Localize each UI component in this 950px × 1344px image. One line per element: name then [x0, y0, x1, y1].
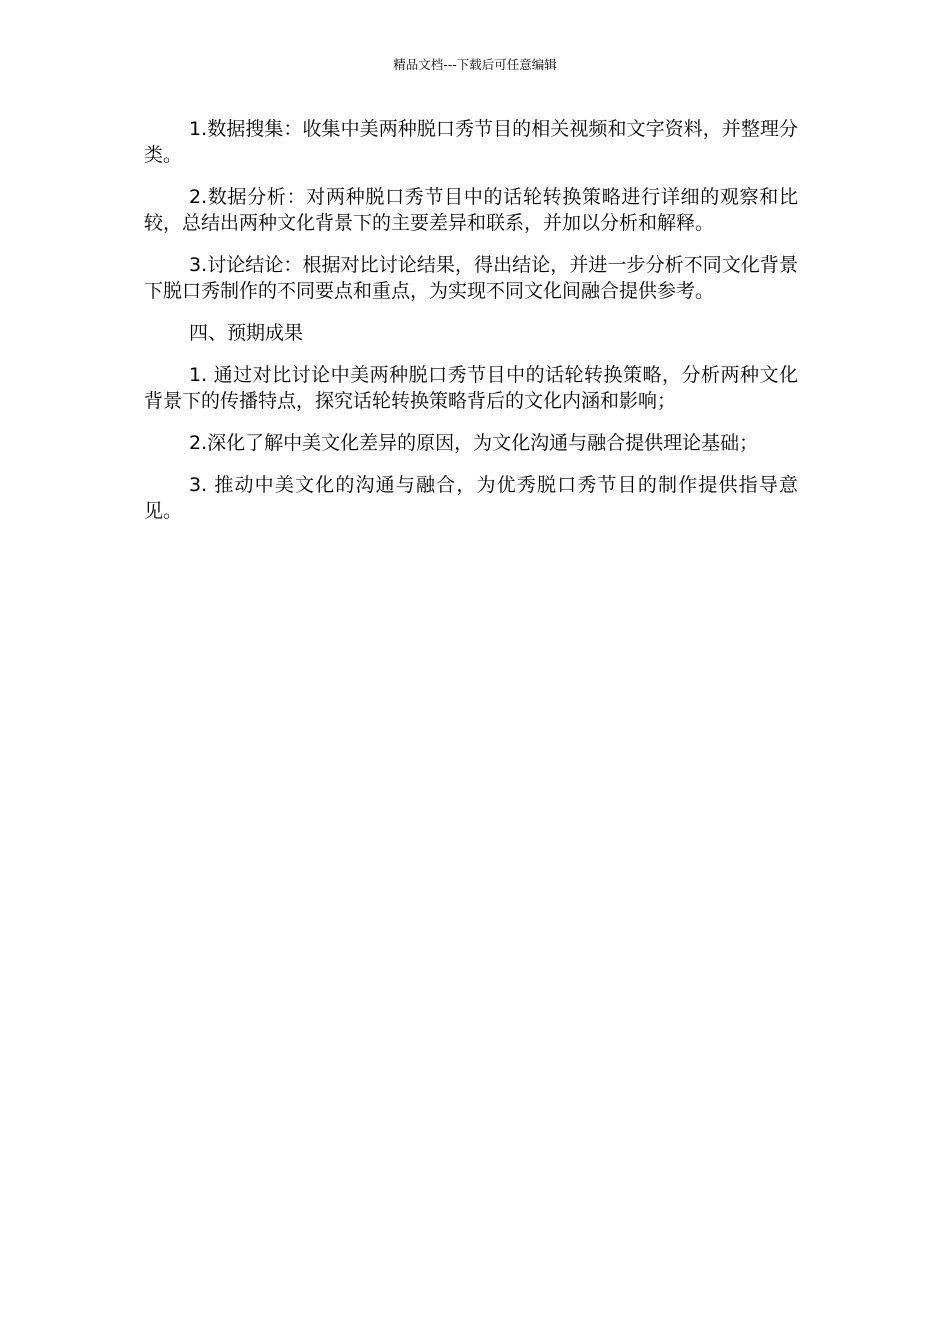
- document-body: [144, 116, 798, 540]
- paragraph-expected-result-2: 2.深化了解中美文化差异的原因，为文化沟通与融合提供理论基础；: [189, 432, 759, 454]
- paragraph-data-collection: 1.数据搜集：收集中美两种脱口秀节目的相关视频和文字资料，并整理分类。: [144, 118, 798, 166]
- paragraph-discussion-conclusion: 3.讨论结论：根据对比讨论结果，得出结论，并进一步分析不同文化背景下脱口秀制作的不同要点和重点，为实现不同文化间融合提供参考。: [144, 254, 798, 302]
- paragraph-expected-result-1: 1. 通过对比讨论中美两种脱口秀节目中的话轮转换策略，分析两种文化背景下的传播特点，探究话轮转换策略背后的文化内涵和影响；: [144, 364, 798, 412]
- paragraph-data-analysis: 2.数据分析：对两种脱口秀节目中的话轮转换策略进行详细的观察和比较，总结出两种文化背景下的主要差异和联系，并加以分析和解释。: [144, 186, 798, 234]
- paragraph-expected-result-3: 3. 推动中美文化的沟通与融合，为优秀脱口秀节目的制作提供指导意见。: [144, 474, 798, 522]
- section-heading-expected-results: 四、预期成果: [189, 322, 304, 344]
- page-header: 精品文档---下载后可任意编辑: [393, 57, 557, 72]
